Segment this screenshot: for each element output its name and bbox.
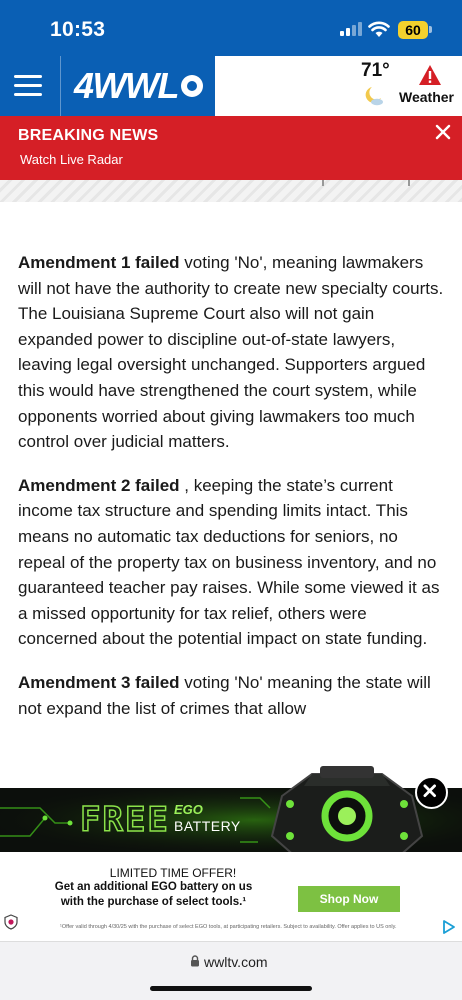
battery-product-icon <box>262 766 432 866</box>
battery-nub <box>429 26 432 33</box>
cut-off-button <box>322 180 410 186</box>
temperature: 71° <box>361 60 390 81</box>
close-icon[interactable] <box>417 778 446 807</box>
ego-logo: EGO <box>174 802 203 817</box>
breaking-news-banner[interactable] <box>0 116 462 180</box>
status-bar <box>0 0 462 56</box>
logo-text: 4WWL <box>74 65 178 106</box>
article-paragraph <box>18 250 446 455</box>
moon-cloud-icon <box>363 85 385 107</box>
article-paragraph <box>18 473 446 652</box>
ad-free-text: FREE <box>80 800 170 840</box>
ad-fine-print: ¹Offer valid through 4/30/25 with the purchase of select EGO tools, at participating retailers. Subject to availability. Offer applies to US only. <box>60 924 397 930</box>
ad-choices-icon[interactable] <box>442 920 456 934</box>
article-body <box>18 250 446 739</box>
ad-offer-body: Get an additional EGO battery on us with the purchase of select tools.¹ <box>54 881 253 908</box>
station-logo[interactable] <box>74 64 203 108</box>
ad-offer-title: LIMITED TIME OFFER! <box>109 866 237 880</box>
paragraph-text: voting 'No' meaning the state will not expand the list of crimes that allow <box>18 672 431 718</box>
weather-alert-icon <box>418 64 442 86</box>
paragraph-lead: Amendment 2 failed <box>18 475 180 495</box>
breaking-news-link[interactable]: Watch Live Radar <box>20 152 123 167</box>
close-icon[interactable] <box>432 121 454 143</box>
paragraph-lead: Amendment 1 failed <box>18 253 180 272</box>
paragraph-text: , keeping the state’s current income tax structure and spending limits intact. This means no automatic tax deductions for seniors, no repeal of the property tax on business inventory, and no guaranteed teacher pay raises. While some viewed it as a missed opportunity for tax relief, others were concerned about the potential impact on state funding. <box>18 475 440 649</box>
home-indicator[interactable] <box>150 986 312 991</box>
shop-now-button[interactable]: Shop Now <box>298 886 400 912</box>
ad-offer[interactable] <box>0 852 462 941</box>
breaking-news-title: BREAKING NEWS <box>18 127 159 144</box>
url-text[interactable]: wwltv.com <box>204 954 268 970</box>
header-divider <box>60 56 61 116</box>
ego-battery-ad[interactable] <box>0 788 462 941</box>
browser-url-bar[interactable] <box>0 941 462 1000</box>
lock-icon <box>190 955 200 967</box>
site-header <box>0 56 462 116</box>
menu-icon[interactable] <box>14 73 42 97</box>
wifi-icon <box>368 20 390 38</box>
paragraph-text: voting 'No', meaning lawmakers will not have the authority to create new specialty courts. The Louisiana Supreme Court also will not gain expanded power to discipline out-of-state lawyers, leaving legal oversight unchanged. Supporters argued this would have strengthened the court system, while opponents worried about giving lawmakers too much control over judicial matters. <box>18 253 444 452</box>
paragraph-lead: Amendment 3 failed <box>18 672 180 692</box>
shield-icon <box>4 914 18 930</box>
cellular-signal-icon <box>340 22 362 36</box>
ad-close-button[interactable] <box>415 776 448 809</box>
ad-battery-text: BATTERY <box>174 818 241 834</box>
article-paragraph <box>18 670 446 721</box>
status-time: 10:53 <box>50 18 106 41</box>
weather-label: Weather <box>399 89 454 105</box>
cut-off-content-strip <box>0 180 462 202</box>
cbs-eye-icon <box>181 75 203 97</box>
weather-panel[interactable] <box>215 56 462 116</box>
battery-icon: 60 <box>398 21 428 39</box>
